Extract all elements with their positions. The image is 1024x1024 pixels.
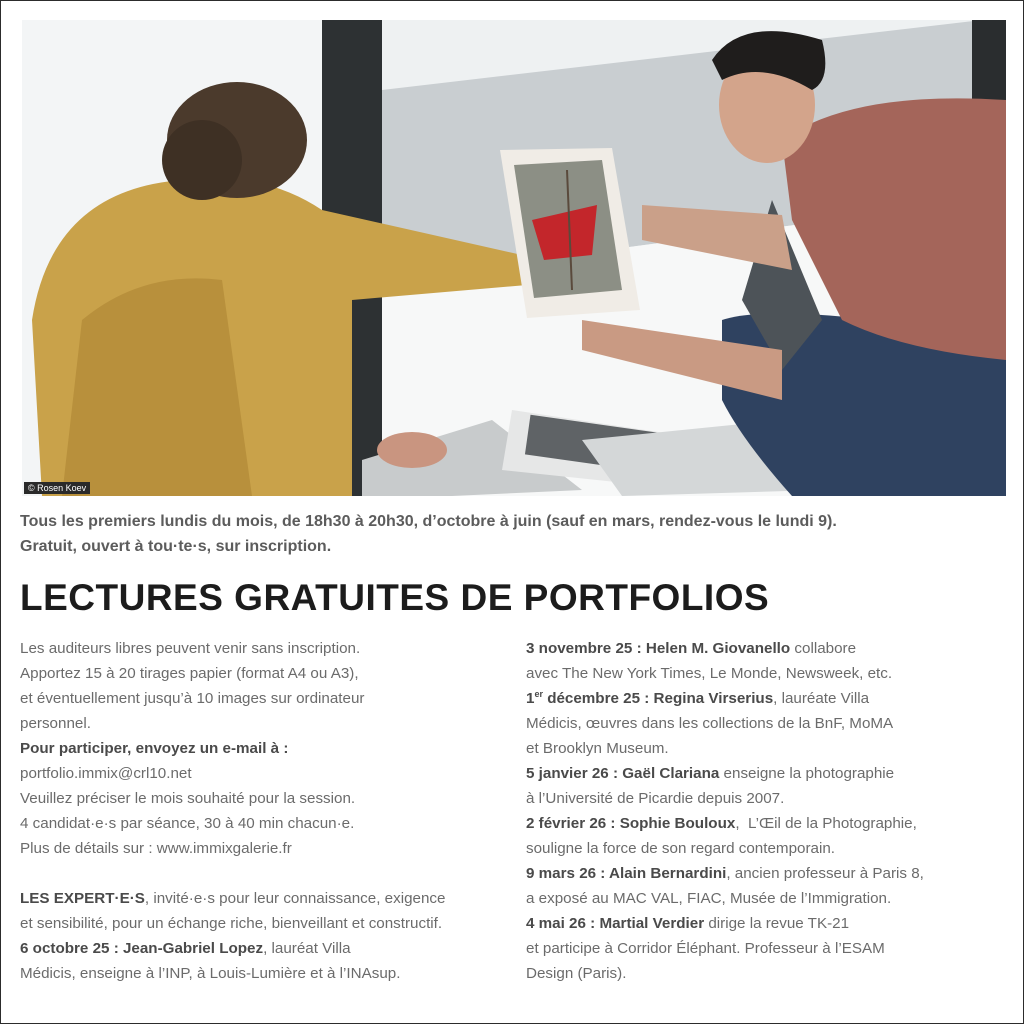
session-entry [526,636,1016,661]
session-heading-rest: décembre 25 : Regina Virserius [542,690,774,707]
session-entry [20,936,510,961]
intro-access: Gratuit, ouvert à tou·te·s, sur inscription. [20,538,332,555]
info-line: Veuillez préciser le mois souhaité pour la session. [20,790,356,807]
intro-schedule: Tous les premiers lundis du mois, de 18h30 à 20h30, d’octobre à juin (sauf en mars, rendez-vous le lundi 9). [20,513,837,530]
session-desc-line: et participe à Corridor Éléphant. Professeur à l’ESAM [526,940,885,957]
session-desc-line: souligne la force de son regard contemporain. [526,840,836,857]
session-heading-day: 1 [526,690,535,707]
ordinal-suffix: er [534,688,543,699]
session-entry [526,686,1016,711]
info-line: personnel. [20,715,91,732]
info-line: Apportez 15 à 20 tirages papier (format A4 ou A3), [20,665,359,682]
session-desc-line: Médicis, enseigne à l’INP, à Louis-Lumière et à l’INAsup. [20,965,401,982]
session-desc: dirige la revue TK-21 [704,915,850,932]
photo-illustration [22,20,1006,496]
intro-text [20,509,1010,559]
session-entry [526,761,1016,786]
info-line: Les auditeurs libres peuvent venir sans inscription. [20,640,361,657]
session-entry [526,911,1016,936]
participate-heading: Pour participer, envoyez un e-mail à : [20,740,289,757]
session-desc: collabore [790,640,857,657]
session-desc: , ancien professeur à Paris 8, [726,865,924,882]
session-heading: 5 janvier 26 : Gaël Clariana [526,765,720,782]
session-heading: 9 mars 26 : Alain Bernardini [526,865,727,882]
email-link[interactable]: portfolio.immix@crl10.net [20,765,192,782]
session-desc-line: et Brooklyn Museum. [526,740,669,757]
experts-text: , invité·e·s pour leur connaissance, exigence [144,890,446,907]
session-desc-line: Design (Paris). [526,965,627,982]
session-desc-line: Médicis, œuvres dans les collections de la BnF, MoMA [526,715,894,732]
portfolio-review-photo [22,20,1006,496]
photo-credit: © Rosen Koev [24,482,90,494]
session-desc: , lauréate Villa [773,690,870,707]
experts-label: LES EXPERT·E·S [20,890,145,907]
session-heading [526,690,773,707]
session-heading: 4 mai 26 : Martial Verdier [526,915,705,932]
spacer [20,861,510,886]
info-line: et éventuellement jusqu’à 10 images sur ordinateur [20,690,365,707]
session-desc: enseigne la photographie [719,765,895,782]
website-link[interactable]: Plus de détails sur : www.immixgalerie.fr [20,840,292,857]
experts-intro [20,886,510,911]
session-desc-line: a exposé au MAC VAL, FIAC, Musée de l’Immigration. [526,890,892,907]
right-column [526,636,1016,986]
session-entry [526,861,1016,886]
session-heading: 3 novembre 25 : Helen M. Giovanello [526,640,791,657]
session-entry [526,811,1016,836]
session-desc: , lauréat Villa [263,940,351,957]
info-line: 4 candidat·e·s par séance, 30 à 40 min chacun·e. [20,815,355,832]
session-desc-line: à l’Université de Picardie depuis 2007. [526,790,785,807]
session-heading: 2 février 26 : Sophie Bouloux [526,815,736,832]
session-desc: , L’Œil de la Photographie, [735,815,917,832]
experts-text-line: et sensibilité, pour un échange riche, bienveillant et constructif. [20,915,443,932]
session-desc-line: avec The New York Times, Le Monde, Newsweek, etc. [526,665,893,682]
session-heading: 6 octobre 25 : Jean-Gabriel Lopez [20,940,264,957]
left-column [20,636,510,986]
page-title: LECTURES GRATUITES DE PORTFOLIOS [20,577,770,618]
